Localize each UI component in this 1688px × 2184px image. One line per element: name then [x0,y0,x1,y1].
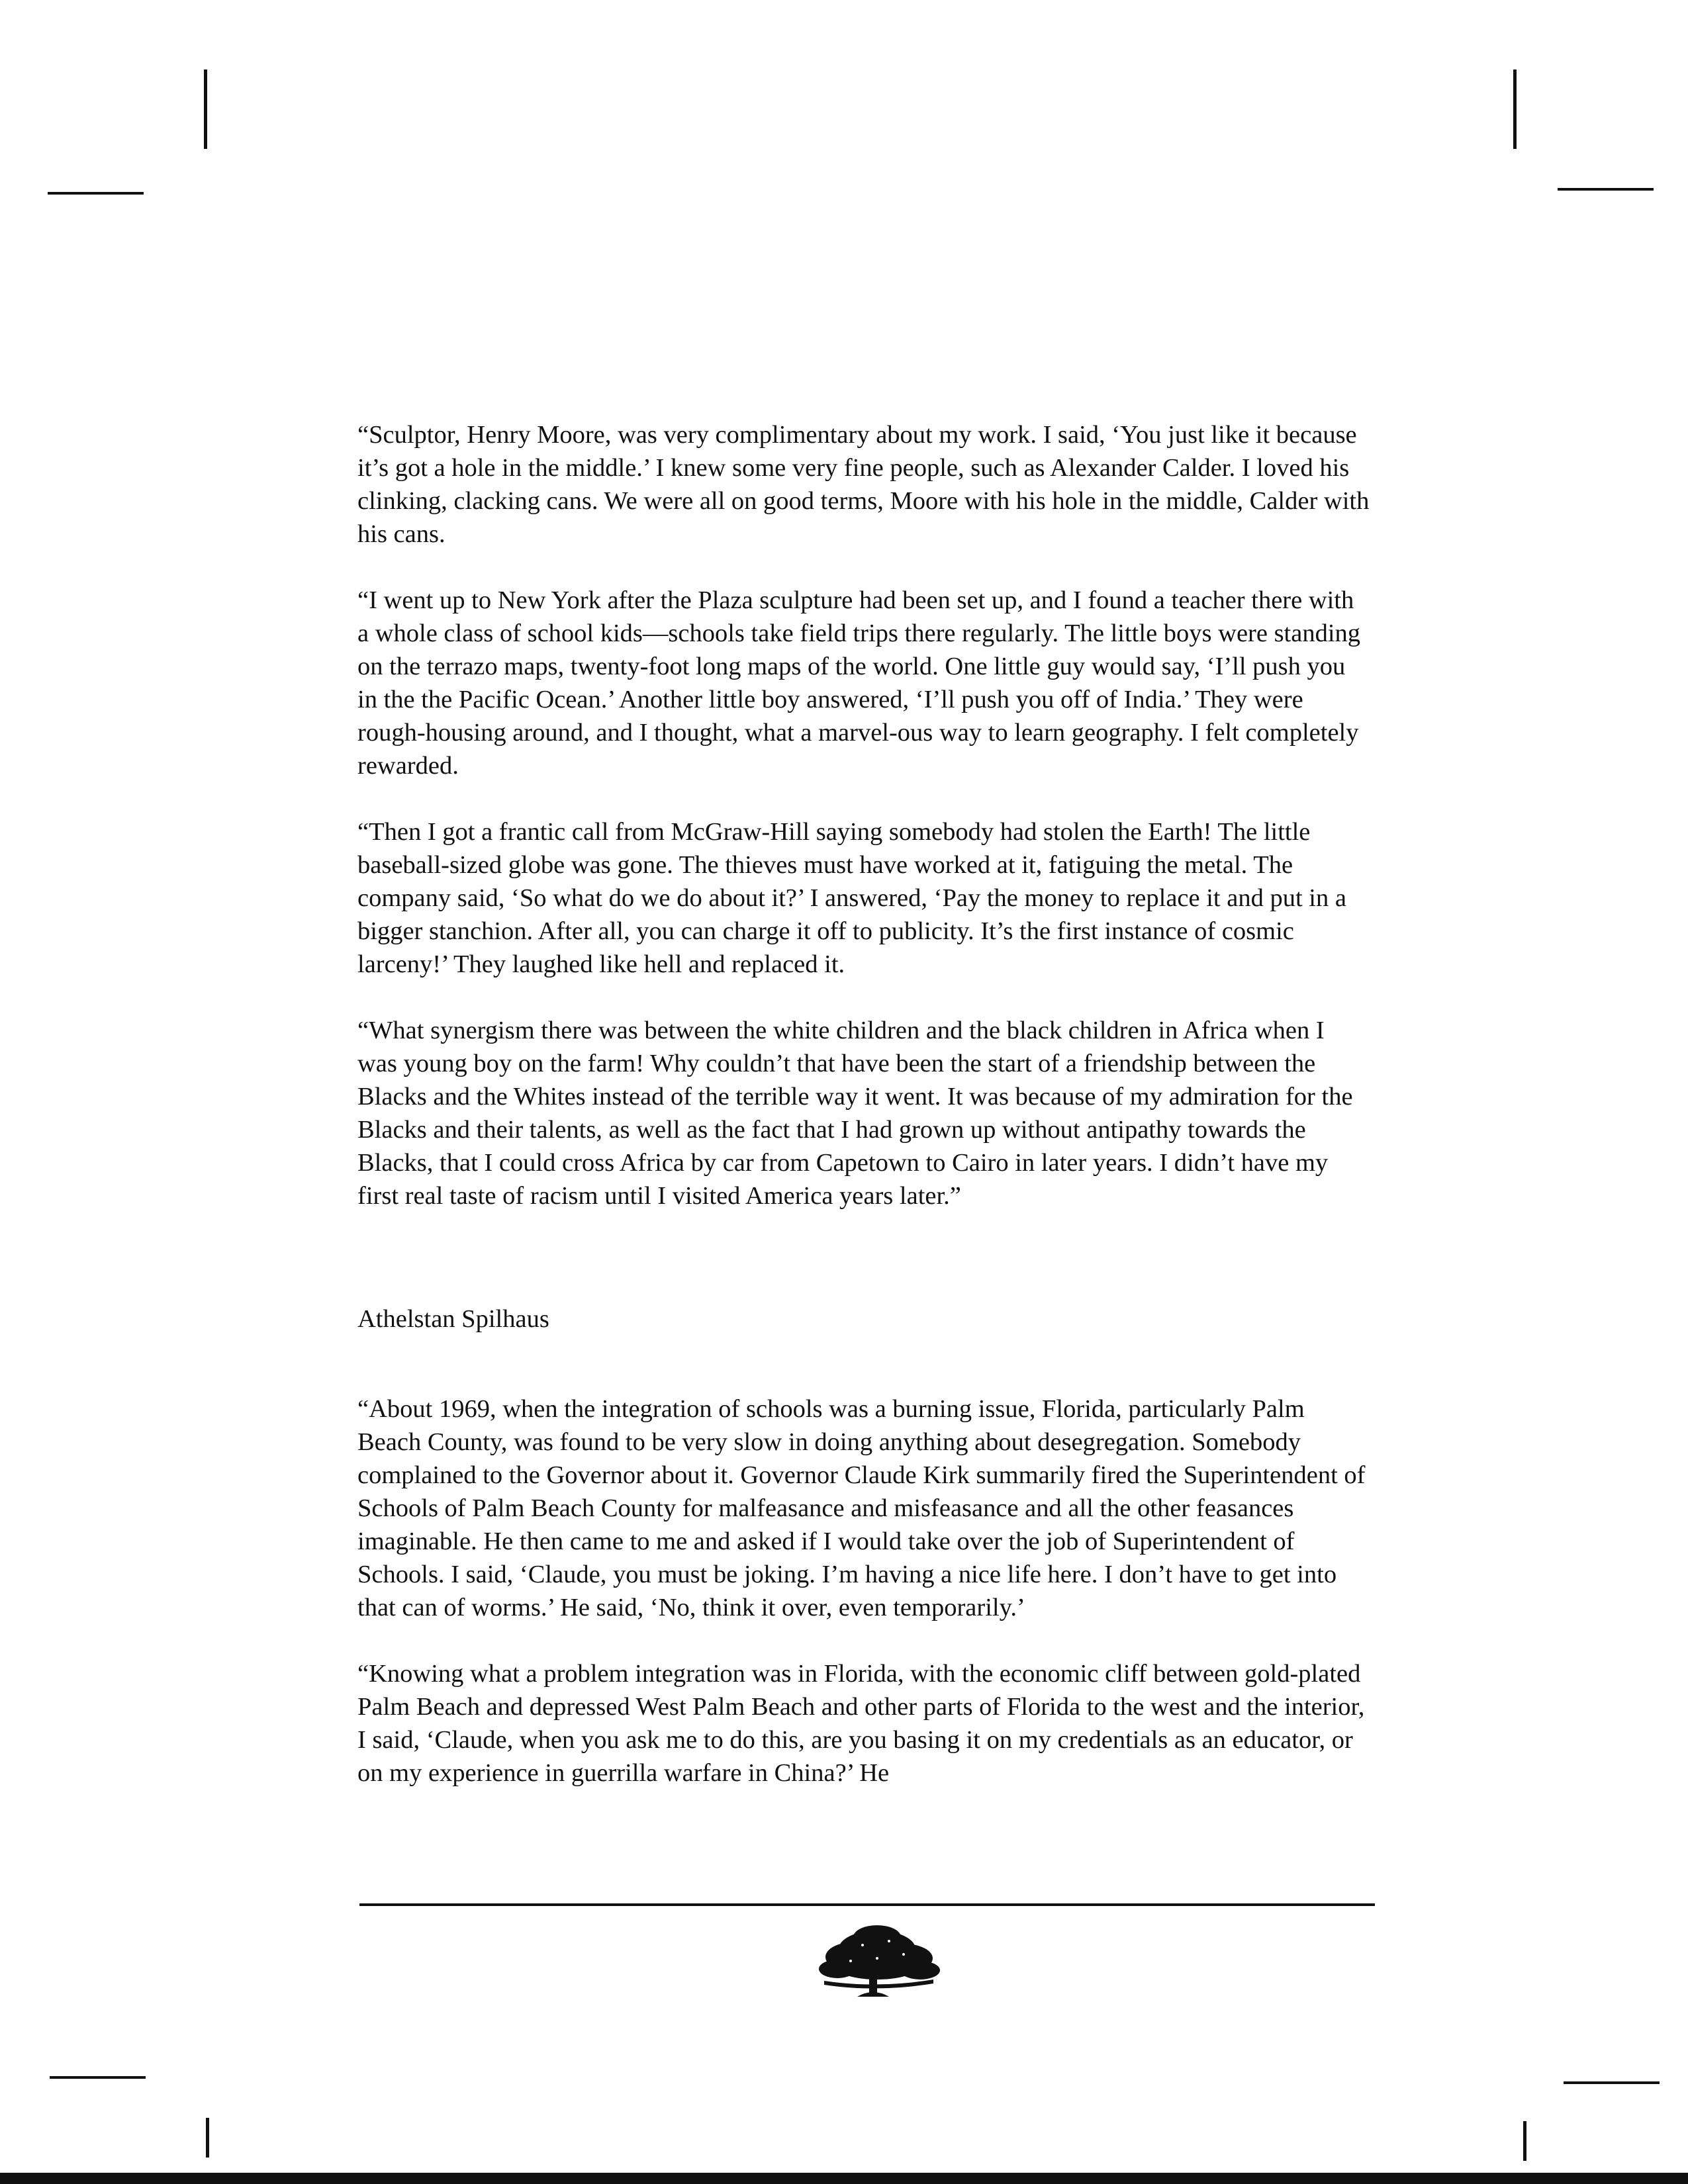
crop-mark-top-right-vertical [1513,69,1517,149]
scan-edge-bar [0,2173,1688,2184]
crop-mark-bottom-right-vertical [1523,2121,1526,2161]
paragraph-economic-cliff: “Knowing what a problem integration was in Florida, with the economic cliff between gold-plated Palm Beach and depressed West Palm Beach and other parts of Florida to the west and the interior, I said, ‘Claude, when you ask me to do this, are you basing it on my credentials as an educator, or on my experience in guerrilla warfare in China?’ He [357,1660,1365,1787]
paragraph-stolen-earth: “Then I got a frantic call from McGraw-Hill saying somebody had stolen the Earth! The little baseball-sized globe was gone. The thieves must have worked at it, fatiguing the metal. The company said, ‘So what do we do about it?’ I answered, ‘Pay the money to replace it and put in a bigger stanchion. After all, you can charge it off to publicity. It’s the first instance of cosmic larceny!’ They laughed like hell and replaced it. [357,818,1346,978]
speaker-name: Athelstan Spilhaus [357,1305,549,1333]
crop-mark-top-left-vertical [204,69,207,149]
paragraph-integration-1969: “About 1969, when the integration of schools was a burning issue, Florida, particularly Palm Beach County, was found to be very slow in doing anything about desegregation. Somebody complained to the Governor about it. Governor Claude Kirk summarily fired the Superintendent of Schools of Palm Beach County for malfeasance and misfeasance and all the other feasances imaginable. He then came to me and asked if I would take over the job of Superintendent of Schools. I said, ‘Claude, you must be joking. I’m having a nice life here. I don’t have to get into that can of worms.’ He said, ‘No, think it over, even temporarily.’ [357,1395,1366,1621]
oak-tree-icon [811,1915,943,2007]
paragraph-synergism-africa: “What synergism there was between the white children and the black children in Africa when I was young boy on the farm! Why couldn’t that have been the start of a friendship between the Blacks and the Whites instead of the terrible way it went. It was because of my admiration for the Blacks and their talents, as well as the fact that I had grown up without antipathy towards the Blacks, that I could cross Africa by car from Capetown to Cairo in later years. I didn’t have my first real taste of racism until I visited America years later.” [357,1017,1353,1210]
crop-mark-bottom-left-vertical [206,2118,209,2158]
document-body [357,418,1370,1823]
paragraph-new-york-plaza: “I went up to New York after the Plaza sculpture had been set up, and I found a teacher there with a whole class of school kids—schools take field trips there regularly. The little boys were standing on the terrazo maps, twenty-foot long maps of the world. One little guy would say, ‘I’ll push you in the the Pacific Ocean.’ Another little boy answered, ‘I’ll push you off of India.’ They were rough-housing around, and I thought, what a marvel-ous way to learn geography. I felt completely rewarded. [357,586,1361,780]
paragraph-moore-calder: “Sculptor, Henry Moore, was very complimentary about my work. I said, ‘You just like it because it’s got a hole in the middle.’ I knew some very fine people, such as Alexander Calder. I loved his clinking, clacking cans. We were all on good terms, Moore with his hole in the middle, Calder with his cans. [357,421,1370,548]
crop-mark-top-right-horizontal [1558,188,1654,191]
footer-rule [359,1903,1375,1906]
crop-mark-top-left-horizontal [48,192,144,195]
crop-mark-bottom-left-horizontal [50,2076,146,2079]
crop-mark-bottom-right-horizontal [1564,2081,1660,2084]
